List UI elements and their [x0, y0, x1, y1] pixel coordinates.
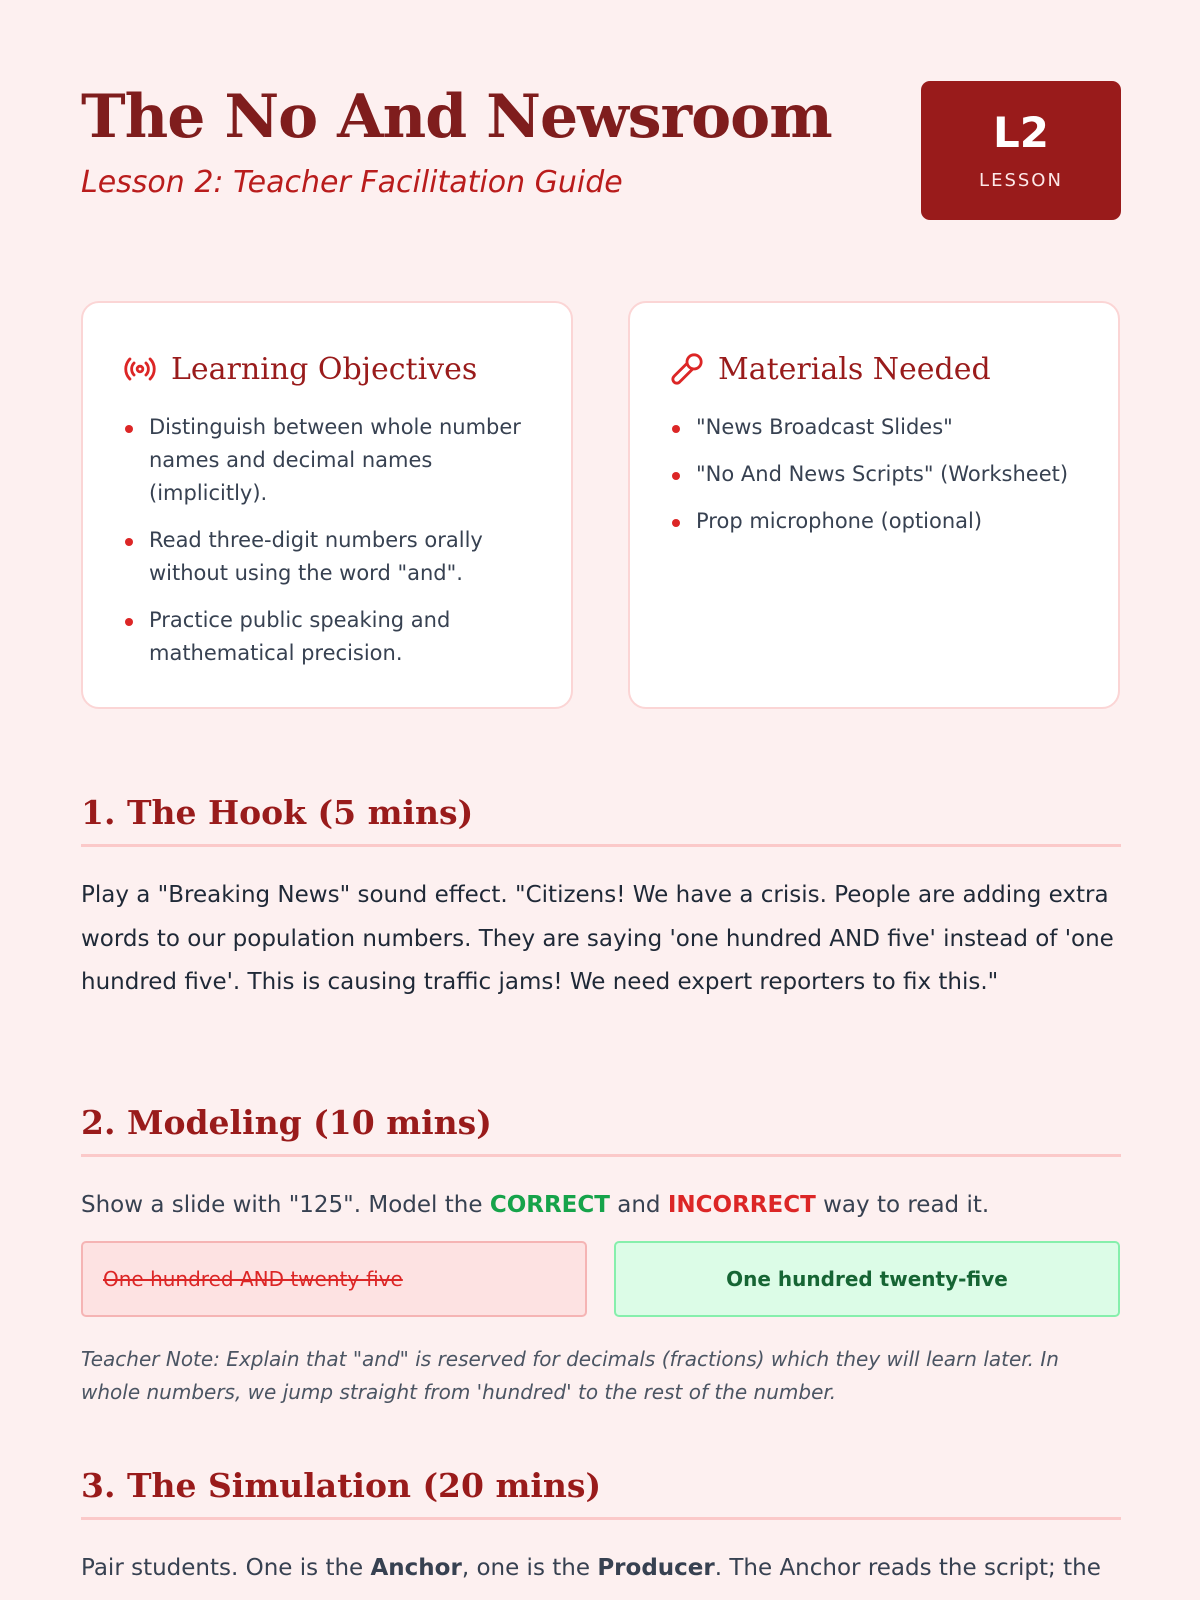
materials-needed-title: Materials Needed [718, 351, 991, 387]
simulation-text-start: Pair students. One is the [81, 1555, 371, 1581]
lesson-badge-code: L2 [993, 108, 1049, 157]
lesson-badge [921, 81, 1121, 220]
header [81, 0, 1121, 300]
list-item: "News Broadcast Slides" [676, 411, 1086, 444]
simulation-text-end: . The Anchor reads the script; the [714, 1555, 1101, 1581]
hook-text: Play a "Breaking News" sound effect. "Citizens! We have a crisis. People are adding extra words to our population numbers. They are saying 'one hundred AND five' instead of 'one hundred five'. This is causing traffic jams! We need expert reporters to fix this." [81, 882, 1114, 995]
modeling-text [81, 1188, 1121, 1222]
simulation-text-middle: , one is the [461, 1555, 598, 1581]
simulation-text [81, 1551, 1121, 1585]
correct-label: CORRECT [489, 1192, 610, 1218]
lesson-badge-label: LESSON [979, 170, 1063, 191]
objectives-list [129, 411, 539, 684]
list-item: "No And News Scripts" (Worksheet) [676, 458, 1086, 491]
modeling-text-end: way to read it. [815, 1192, 990, 1218]
lesson-guide [81, 0, 1121, 1581]
list-item: Read three-digit numbers orally without using the word "and". [129, 524, 539, 590]
teacher-note: Teacher Note: Explain that "and" is reserved for decimals (fractions) which they will learn later. In whole numbers, we jump straight from 'hundred' to the rest of the number. [81, 1347, 1059, 1404]
correct-example: One hundred twenty-five [614, 1241, 1120, 1317]
section-title-hook: 1. The Hook (5 mins) [81, 792, 1121, 847]
list-item: Practice public speaking and mathematical precision. [129, 604, 539, 670]
materials-list [676, 411, 1086, 552]
learning-objectives-card [81, 301, 573, 709]
incorrect-example: One hundred AND twenty-five [81, 1241, 587, 1317]
modeling-text-middle: and [609, 1192, 668, 1218]
materials-needed-card [628, 301, 1120, 709]
page-subtitle: Lesson 2: Teacher Facilitation Guide [81, 165, 623, 200]
list-item: Prop microphone (optional) [676, 505, 1086, 538]
producer-role: Producer [597, 1555, 715, 1581]
materials-needed-header [670, 349, 991, 389]
learning-objectives-header [123, 349, 477, 389]
page-title: The No And Newsroom [81, 82, 832, 152]
list-item: Distinguish between whole number names and decimal names (implicitly). [129, 411, 539, 510]
modeling-text-start: Show a slide with "125". Model the [81, 1192, 490, 1218]
section-title-modeling: 2. Modeling (10 mins) [81, 1102, 1121, 1157]
microphone-icon [670, 352, 704, 386]
section-title-simulation: 3. The Simulation (20 mins) [81, 1465, 1121, 1520]
incorrect-label: INCORRECT [667, 1192, 816, 1218]
anchor-role: Anchor [370, 1555, 462, 1581]
learning-objectives-title: Learning Objectives [171, 351, 478, 387]
broadcast-icon [123, 352, 157, 386]
